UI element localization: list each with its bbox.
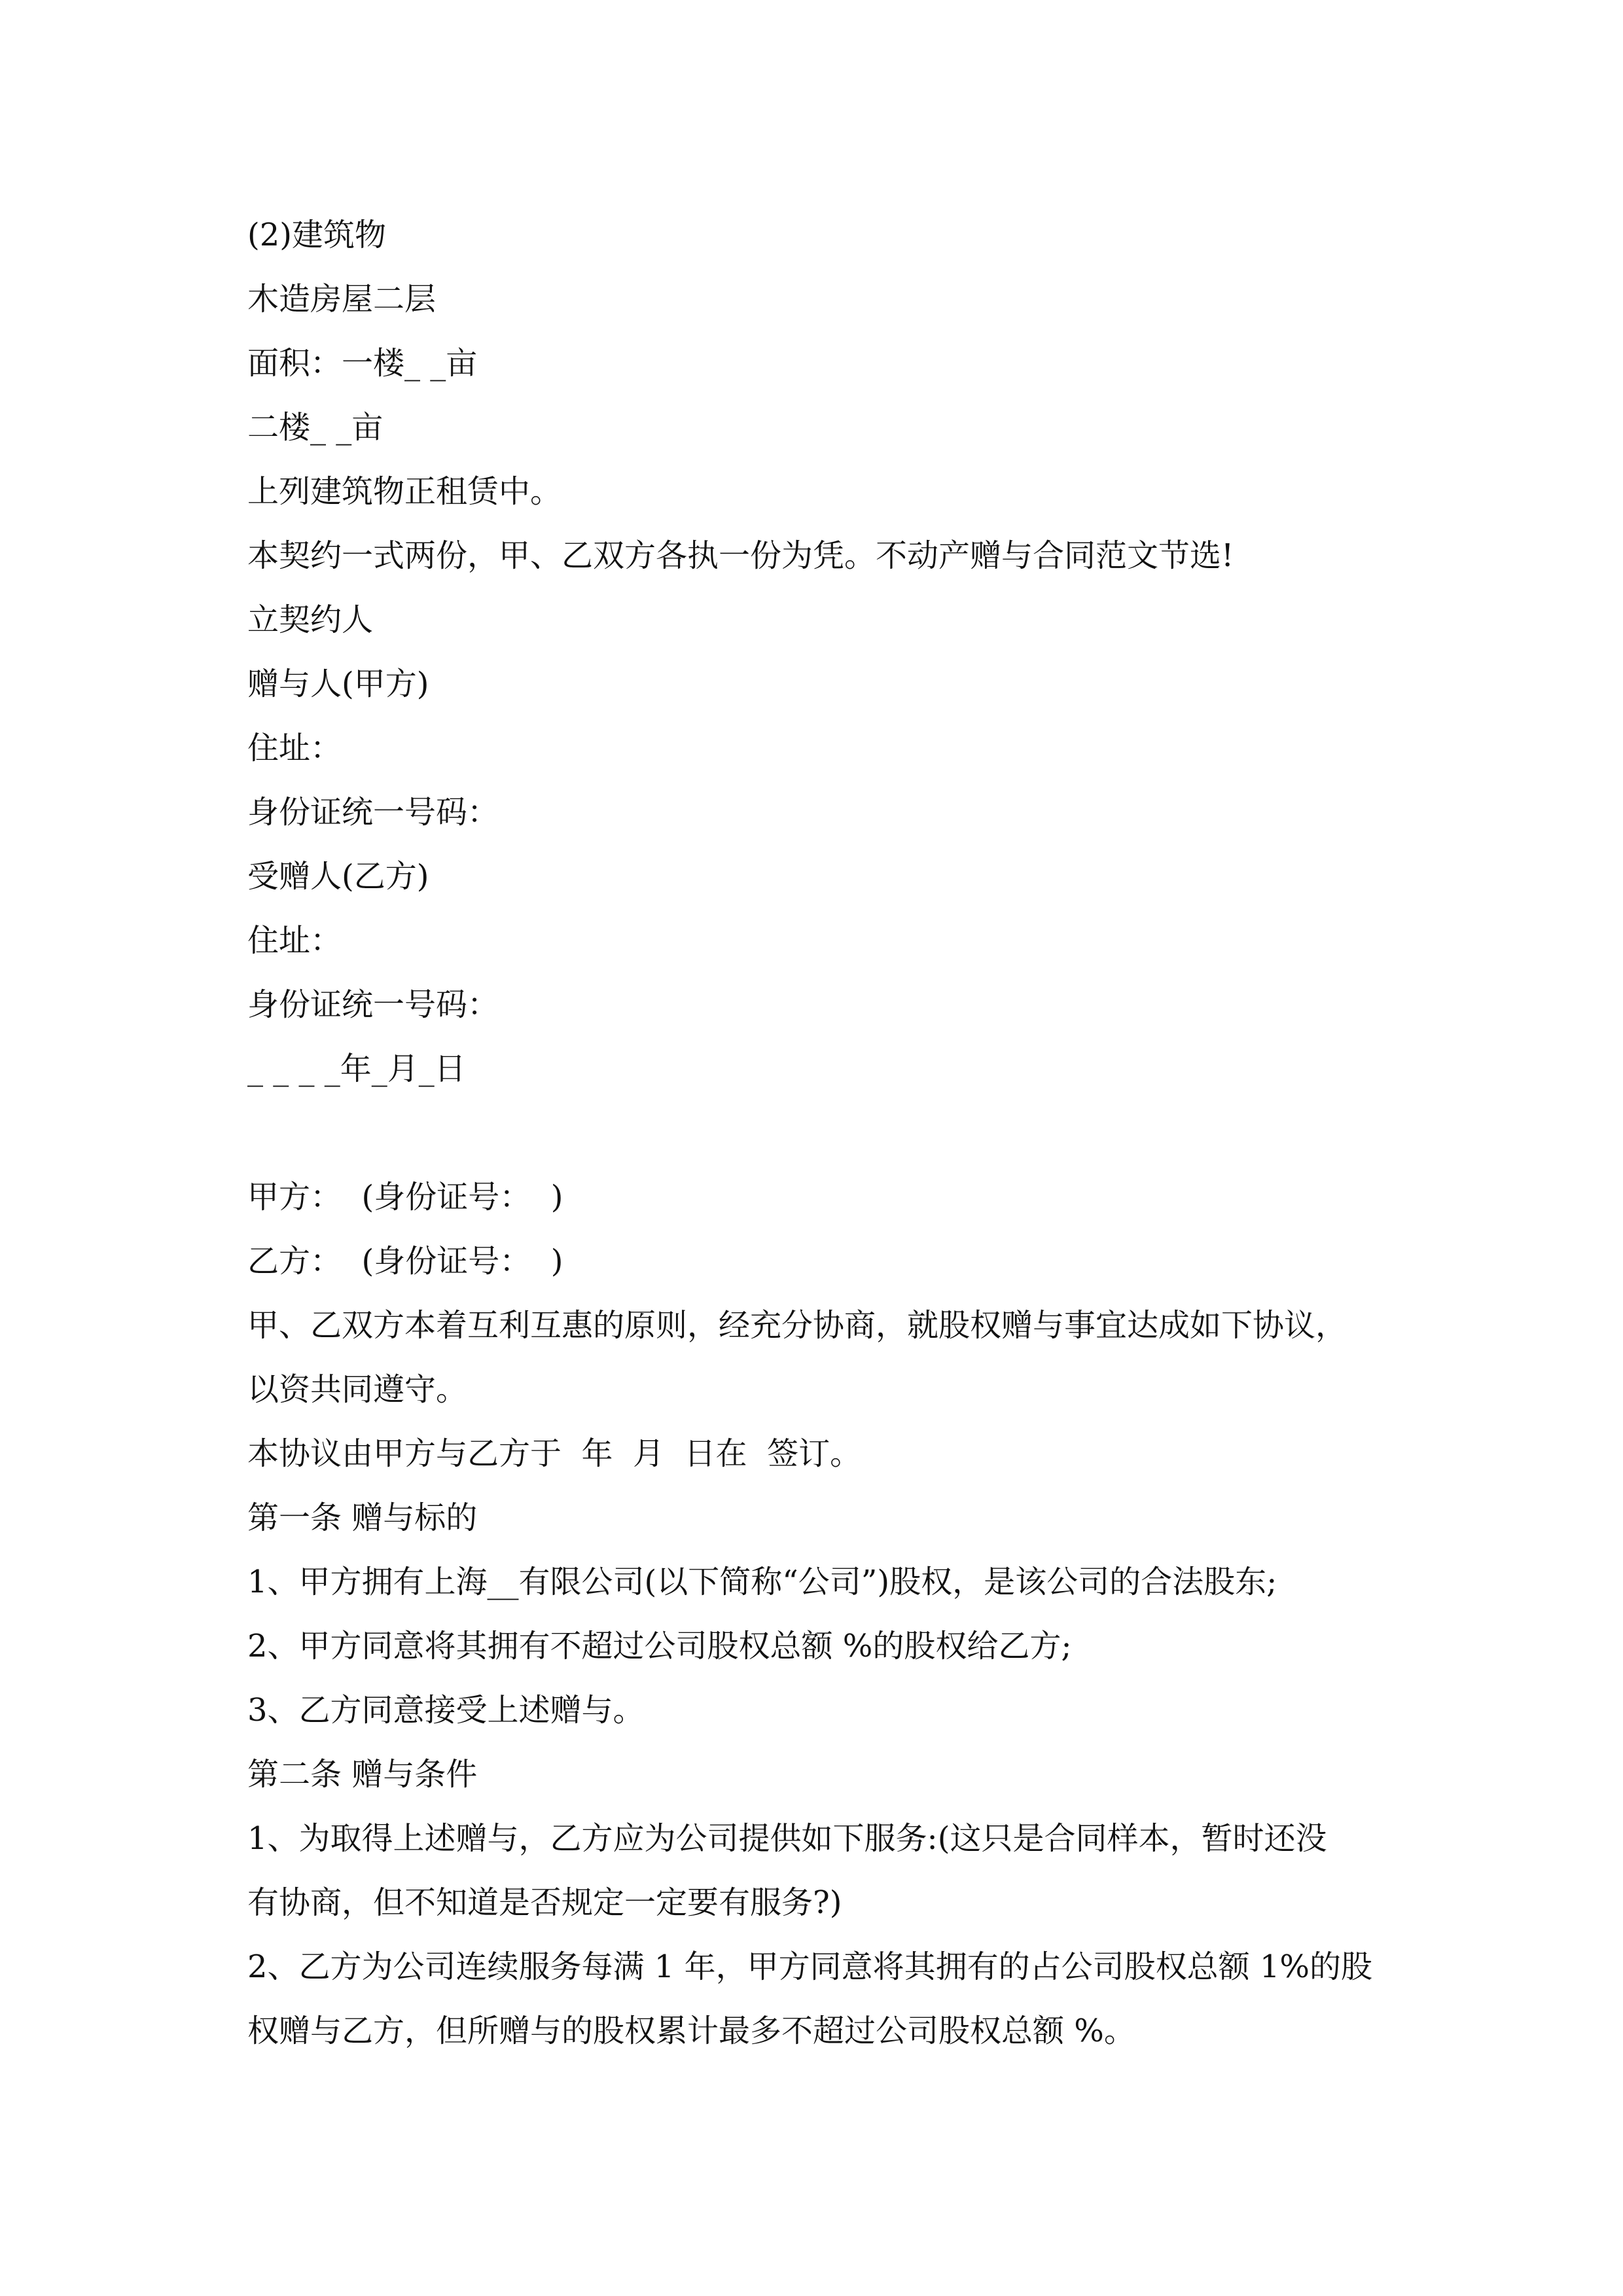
text-line: 第一条 赠与标的 <box>247 1499 478 1536</box>
text-line: 二楼_ _亩 <box>247 409 383 446</box>
text-line: 本契约一式两份，甲、乙双方各执一份为凭。不动产赠与合同范文节选! <box>247 537 1234 574</box>
text-line: 第二条 赠与条件 <box>247 1756 478 1793</box>
text-line: 3、乙方同意接受上述赠与。 <box>247 1692 645 1729</box>
text-line: 权赠与乙方，但所赠与的股权累计最多不超过公司股权总额 %。 <box>247 2013 1135 2049</box>
text-line: 木造房屋二层 <box>247 281 437 317</box>
text-line: 2、甲方同意将其拥有不超过公司股权总额 %的股权给乙方; <box>247 1628 1072 1664</box>
document-body <box>247 203 1399 2063</box>
text-line: 上列建筑物正租赁中。 <box>247 473 562 510</box>
text-line: 以资共同遵守。 <box>247 1371 468 1408</box>
text-line: 赠与人(甲方) <box>247 666 429 702</box>
text-line: 立契约人 <box>247 601 374 638</box>
text-line: 1、为取得上述赠与，乙方应为公司提供如下服务:(这只是合同样本，暂时还没 <box>247 1820 1327 1857</box>
text-line: 受赠人(乙方) <box>247 858 429 895</box>
text-line: 本协议由甲方与乙方于 年 月 日在 签订。 <box>247 1435 862 1472</box>
text-line: 有协商，但不知道是否规定一定要有服务?) <box>247 1884 842 1921</box>
text-line: 1、甲方拥有上海__有限公司(以下简称“公司”)股权，是该公司的合法股东; <box>247 1564 1277 1600</box>
text-line: 甲、乙双方本着互利互惠的原则，经充分协商，就股权赠与事宜达成如下协议， <box>247 1307 1347 1344</box>
text-line: 住址： <box>247 922 342 959</box>
text-line: 住址： <box>247 730 342 766</box>
text-line: (2)建筑物 <box>247 217 386 253</box>
text-line: 2、乙方为公司连续服务每满 1 年，甲方同意将其拥有的占公司股权总额 1%的股 <box>247 1948 1373 1985</box>
text-line: _ _ _ _年_月_日 <box>247 1050 466 1087</box>
text-line: 甲方： (身份证号： ) <box>247 1179 563 1215</box>
text-line: 面积：一楼_ _亩 <box>247 345 478 382</box>
text-line: 身份证统一号码： <box>247 986 499 1023</box>
text-line: 乙方： (身份证号： ) <box>247 1243 563 1280</box>
text-line: 身份证统一号码： <box>247 794 499 831</box>
blank-line <box>247 1101 1399 1165</box>
